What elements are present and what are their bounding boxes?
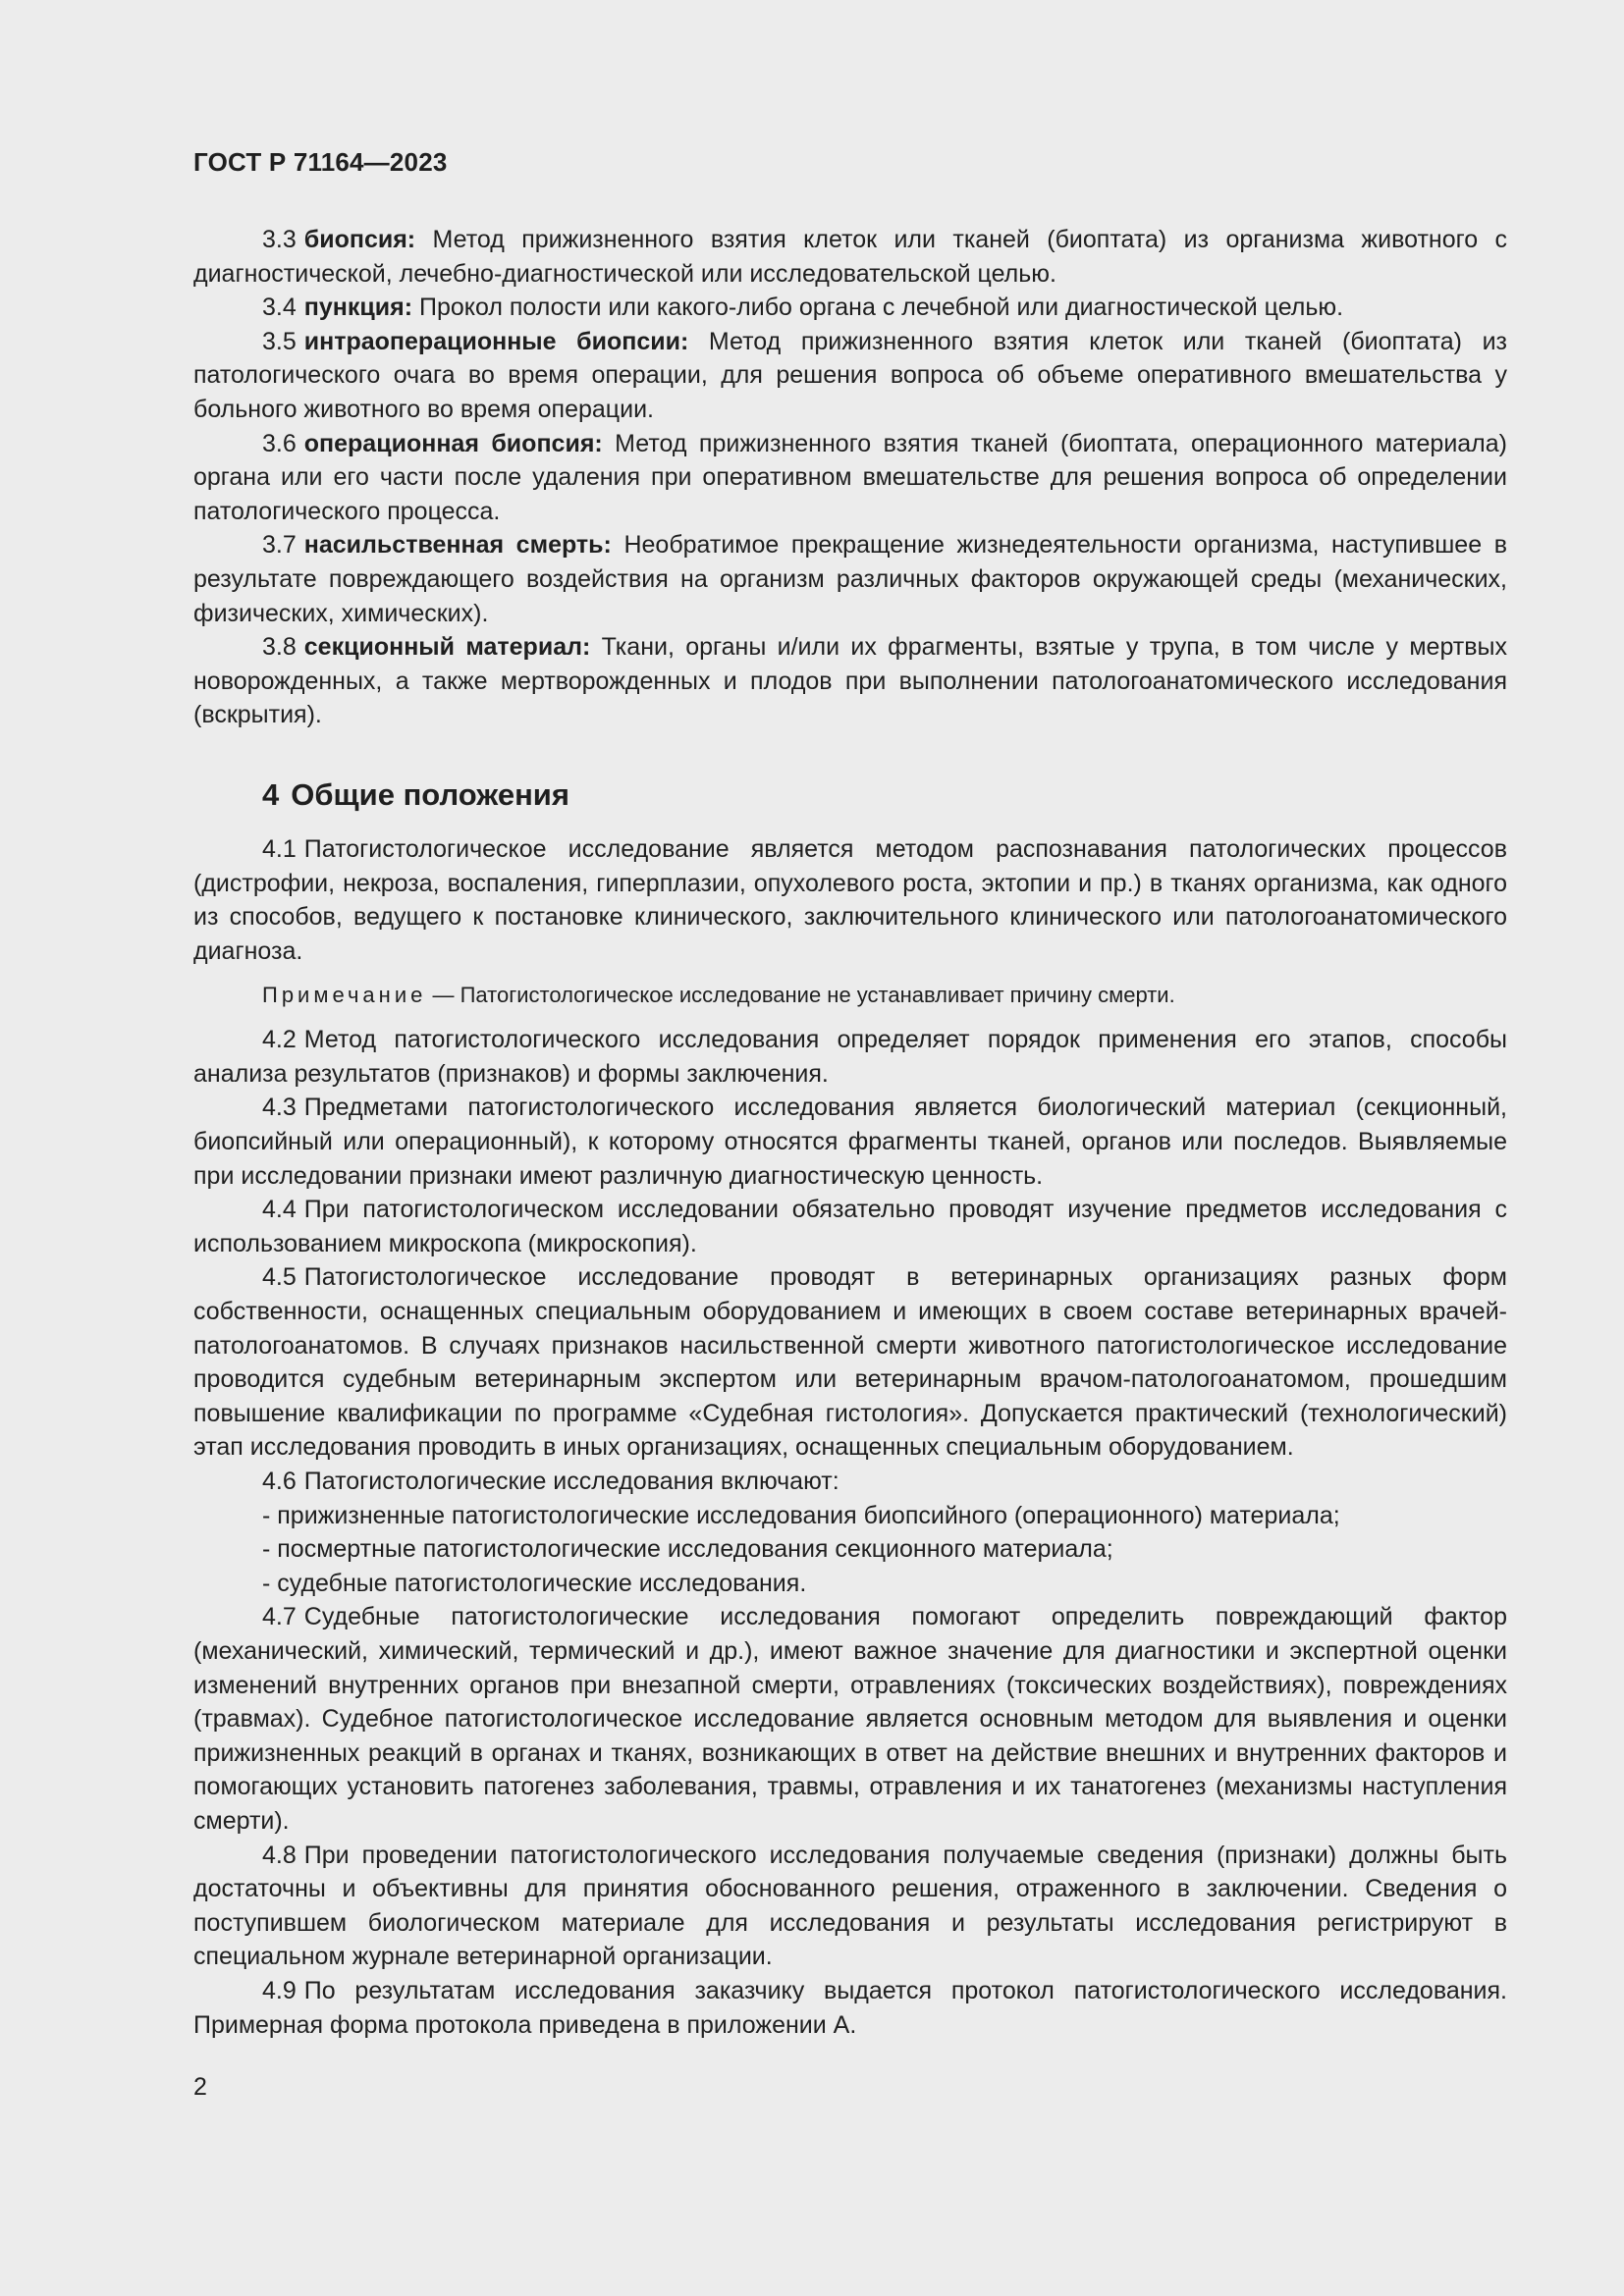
term-3-3 xyxy=(193,223,1507,291)
list-item: - судебные патогистологические исследования. xyxy=(262,1569,807,1597)
term-name: интраоперационные биопсии: xyxy=(303,327,689,355)
clause-text: Патогистологическое исследование является методом распознавания патологических процессов (дистрофии, некроза, воспаления, гиперплазии, опухолевого роста, эктопии и пр.) в тканях организма, как одного из способов, ведущего к постановке клинического, заключительного клинического или патологоанатомического диагноза. xyxy=(193,834,1507,965)
clause-4-4 xyxy=(193,1193,1507,1260)
term-3-7 xyxy=(193,528,1507,630)
term-name: пункция: xyxy=(303,294,413,322)
clause-text: При проведении патогистологического исследования получаемые сведения (признаки) должны быть достаточны и объективны для принятия обоснованного решения, отраженного в заключении. Сведения о поступившем биологическом материале для исследования и результаты исследования регистрируют в специальном журнале ветеринарной организации. xyxy=(193,1841,1507,1971)
term-definition: Метод прижизненного взятия клеток или тканей (биоптата) из организма животного с диагностической, лечебно-диагностической или исследовательской целью. xyxy=(193,226,1507,288)
clause-number: 3.6 xyxy=(262,429,297,457)
term-3-6 xyxy=(193,427,1507,529)
clause-4-8 xyxy=(193,1839,1507,1974)
term-3-4 xyxy=(193,291,1507,325)
term-name: насильственная смерть: xyxy=(303,531,612,560)
list-item: - посмертные патогистологические исследования секционного материала; xyxy=(262,1535,1113,1564)
term-definition: Прокол полости или какого-либо органа с лечебной или диагностической целью. xyxy=(412,294,1344,322)
clause-4-9 xyxy=(193,1974,1507,2042)
clause-number: 3.4 xyxy=(262,294,297,322)
clause-number: 4.3 xyxy=(262,1094,297,1122)
term-definition: Метод прижизненного взятия тканей (биоптата, операционного материала) органа или его части после удаления при оперативном вмешательстве для решения вопроса об определении патологического процесса. xyxy=(193,429,1507,525)
clause-number: 3.8 xyxy=(262,633,297,662)
clause-4-2 xyxy=(193,1023,1507,1091)
term-definition: Метод прижизненного взятия клеток или тканей (биоптата) из патологического очага во время операции, для решения вопроса об объеме оперативного вмешательства у больного животного во время операции. xyxy=(193,327,1507,423)
clause-number: 4.7 xyxy=(262,1603,297,1631)
clause-number: 4.4 xyxy=(262,1196,297,1224)
clause-text: Предметами патогистологического исследования является биологический материал (секционный, биопсийный или операционный), к которому относятся фрагменты тканей, органов или последов. Выявляемые при исследовании признаки имеют различную диагностическую ценность. xyxy=(193,1094,1507,1190)
clause-number: 4.8 xyxy=(262,1841,297,1869)
clause-number: 4.9 xyxy=(262,1976,297,2004)
clause-number: 3.7 xyxy=(262,531,297,560)
clause-number: 4.2 xyxy=(262,1026,297,1054)
clause-4-7 xyxy=(193,1600,1507,1838)
clause-4-3 xyxy=(193,1091,1507,1193)
note-text: — Патогистологическое исследование не устанавливает причину смерти. xyxy=(426,983,1175,1008)
term-name: биопсия: xyxy=(303,226,416,253)
page-number: 2 xyxy=(193,2073,207,2101)
list-item: - прижизненные патогистологические исследования биопсийного (операционного) материала; xyxy=(262,1501,1340,1529)
clause-4-1 xyxy=(193,832,1507,968)
document-body xyxy=(193,223,1507,2042)
clause-text: При патогистологическом исследовании обязательно проводят изучение предметов исследования с использованием микроскопа (микроскопия). xyxy=(193,1196,1507,1257)
clause-number: 4.5 xyxy=(262,1263,297,1292)
section-title: Общие положения xyxy=(291,776,569,812)
term-definition: Необратимое прекращение жизнедеятельности организма, наступившее в результате повреждающего воздействия на организм различных факторов окружающей среды (механических, физических, химических). xyxy=(193,531,1507,627)
term-3-8 xyxy=(193,630,1507,732)
term-name: операционная биопсия: xyxy=(303,429,603,457)
clause-number: 3.5 xyxy=(262,327,297,355)
section-number: 4 xyxy=(262,776,280,812)
note-label: Примечание xyxy=(262,983,427,1008)
clause-text: По результатам исследования заказчику выдается протокол патогистологического исследования. Примерная форма протокола приведена в приложении А. xyxy=(193,1976,1507,2039)
term-name: секционный материал: xyxy=(303,633,591,662)
clause-text: Патогистологические исследования включают: xyxy=(303,1468,839,1495)
term-3-5 xyxy=(193,325,1507,427)
clause-text: Судебные патогистологические исследования помогают определить повреждающий фактор (механический, химический, термический и др.), имеют важное значение для диагностики и экспертной оценки изменений внутренних органов при внезапной смерти, отравлениях (токсических воздействиях), повреждениях (травмах). Судебное патогистологическое исследование является основным методом для выявления и оценки прижизненных реакций в органах и тканях, возникающих в ответ на действие внешних и внутренних факторов и помогающих установить патогенез заболевания, травмы, отравления и их танатогенез (механизмы наступления смерти). xyxy=(193,1603,1507,1835)
section-heading xyxy=(262,775,1507,815)
clause-number: 3.3 xyxy=(262,226,297,253)
clause-number: 4.1 xyxy=(262,834,297,863)
note xyxy=(262,980,1507,1011)
clause-text: Патогистологическое исследование проводят в ветеринарных организациях разных форм собственности, оснащенных специальным оборудованием и имеющих в своем составе ветеринарных врачей-патологоанатомов. В случаях признаков насильственной смерти животного патогистологическое исследование проводится судебным ветеринарным экспертом или ветеринарным врачом-патологоанатомом, прошедшим повышение квалификации по программе «Судебная гистология». Допускается практический (технологический) этап исследования проводить в иных организациях, оснащенных специальным оборудованием. xyxy=(193,1263,1507,1462)
clause-4-6 xyxy=(193,1465,1507,1499)
term-definition: Ткани, органы и/или их фрагменты, взятые у трупа, в том числе у мертвых новорожденных, а также мертворожденных и плодов при выполнении патологоанатомического исследования (вскрытия). xyxy=(193,633,1507,729)
clause-number: 4.6 xyxy=(262,1468,297,1495)
clause-4-5 xyxy=(193,1260,1507,1465)
document-code: ГОСТ Р 71164—2023 xyxy=(193,147,448,177)
clause-text: Метод патогистологического исследования определяет порядок применения его этапов, способы анализа результатов (признаков) и формы заключения. xyxy=(193,1026,1507,1088)
